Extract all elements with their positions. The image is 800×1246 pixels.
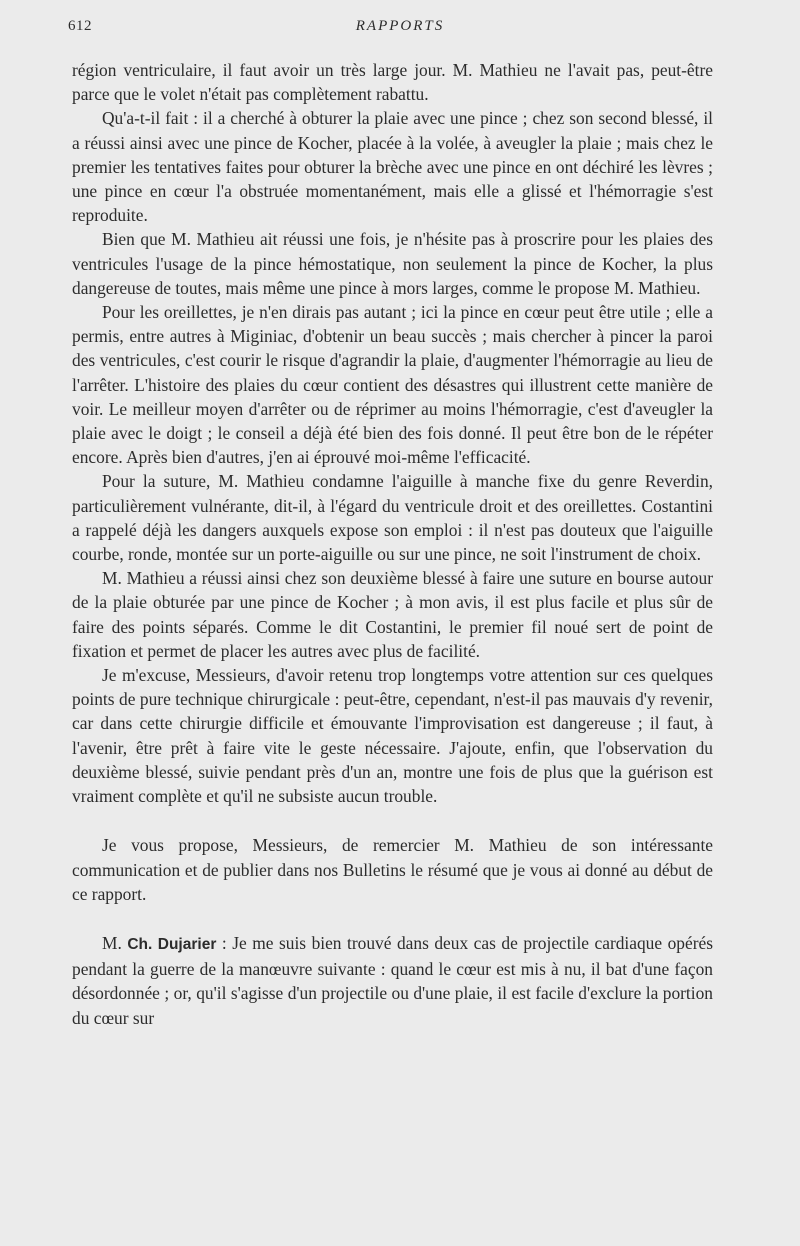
speaker-name: Ch. Dujarier	[127, 935, 217, 953]
paragraph: Pour les oreillettes, je n'en dirais pas autant ; ici la pince en cœur peut être utile ; elle a permis, entre autres à Miginiac, d'obtenir un beau succès ; mais chercher à pincer la paroi des ventricules, c'est courir le risque d'agrandir la plaie, d'augmenter l'hémorragie au lieu de l'arrêter. L'histoire des plaies du cœur contient des désastres qui illustrent cette manière de voir. Le meilleur moyen d'arrêter ou de réprimer au moins l'hémorragie, c'est d'aveugler la plaie avec le doigt ; le conseil a déjà été bien des fois donné. Il peut être bon de le répéter encore. Après bien d'autres, j'en ai éprouvé moi-même l'efficacité.	[72, 302, 713, 468]
discussion-text: : Je me suis bien trouvé dans deux cas de projectile cardiaque opérés pendant la guerre de la manœuvre suivante : quand le cœur est mis à nu, il bat d'une façon désordonnée ; or, qu'il s'agisse d'un projectile ou d'une plaie, il est facile d'exclure la portion du cœur sur	[72, 932, 713, 1028]
paragraph: Bien que M. Mathieu ait réussi une fois, je n'hésite pas à proscrire pour les plaies des ventricules l'usage de la pince hémostatique, non seulement la pince de Kocher, la plus dangereuse de toutes, mais même une pince à mors larges, comme le propose M. Mathieu.	[72, 229, 713, 298]
page-number: 612	[68, 18, 92, 34]
paragraph: Pour la suture, M. Mathieu condamne l'aiguille à manche fixe du genre Reverdin, particulièrement vulnérante, dit-il, à l'égard du ventricule droit et des oreillettes. Costantini a rappelé déjà les dangers auxquels expose son emploi : il n'est pas douteux que l'aiguille courbe, ronde, montée sur un porte-aiguille ou sur une pince, ne soit l'instrument de choix.	[72, 471, 713, 565]
paragraph: Je m'excuse, Messieurs, d'avoir retenu trop longtemps votre attention sur ces quelques points de pure technique chirurgicale : peut-être, cependant, n'est-il pas mauvais d'y revenir, car dans cette chirurgie difficile et émouvante l'improvisation est dangereuse ; il faut, à l'avenir, être prêt à faire vite le geste nécessaire. J'ajoute, enfin, que l'observation du deuxième blessé, suivie pendant près d'un an, montre une fois de plus que la guérison est vraiment complète et qu'il ne subsiste aucun trouble.	[72, 665, 713, 807]
body-text	[72, 58, 713, 1030]
running-head: RAPPORTS	[355, 18, 445, 34]
paragraph-discussion	[72, 931, 713, 1030]
paragraph-conclusion: Je vous propose, Messieurs, de remercier M. Mathieu de son intéressante communication et de publier dans nos Bulletins le résumé que je vous ai donné au début de ce rapport.	[72, 835, 713, 904]
paragraph: Qu'a-t-il fait : il a cherché à obturer la plaie avec une pince ; chez son second blessé, il a réussi ainsi avec une pince de Kocher, placée à la volée, à aveugler la plaie ; mais chez le premier les tentatives faites pour obturer la brèche avec une pince en ont déchiré les lèvres ; une pince en cœur l'a obstruée momentanément, mais elle a glissé et l'hémorragie s'est reproduite.	[72, 108, 713, 226]
paragraph: M. Mathieu a réussi ainsi chez son deuxième blessé à faire une suture en bourse autour de la plaie obturée par une pince de Kocher ; à mon avis, il est plus facile et plus sûr de faire des points séparés. Comme le dit Costantini, le premier fil noué sert de point de fixation et permet de placer les autres avec plus de facilité.	[72, 568, 713, 661]
paragraph-continuation: région ventriculaire, il faut avoir un très large jour. M. Mathieu ne l'avait pas, peut-être parce que le volet n'était pas complètement rabattu.	[72, 60, 713, 105]
speaker-prefix: M.	[102, 932, 128, 953]
